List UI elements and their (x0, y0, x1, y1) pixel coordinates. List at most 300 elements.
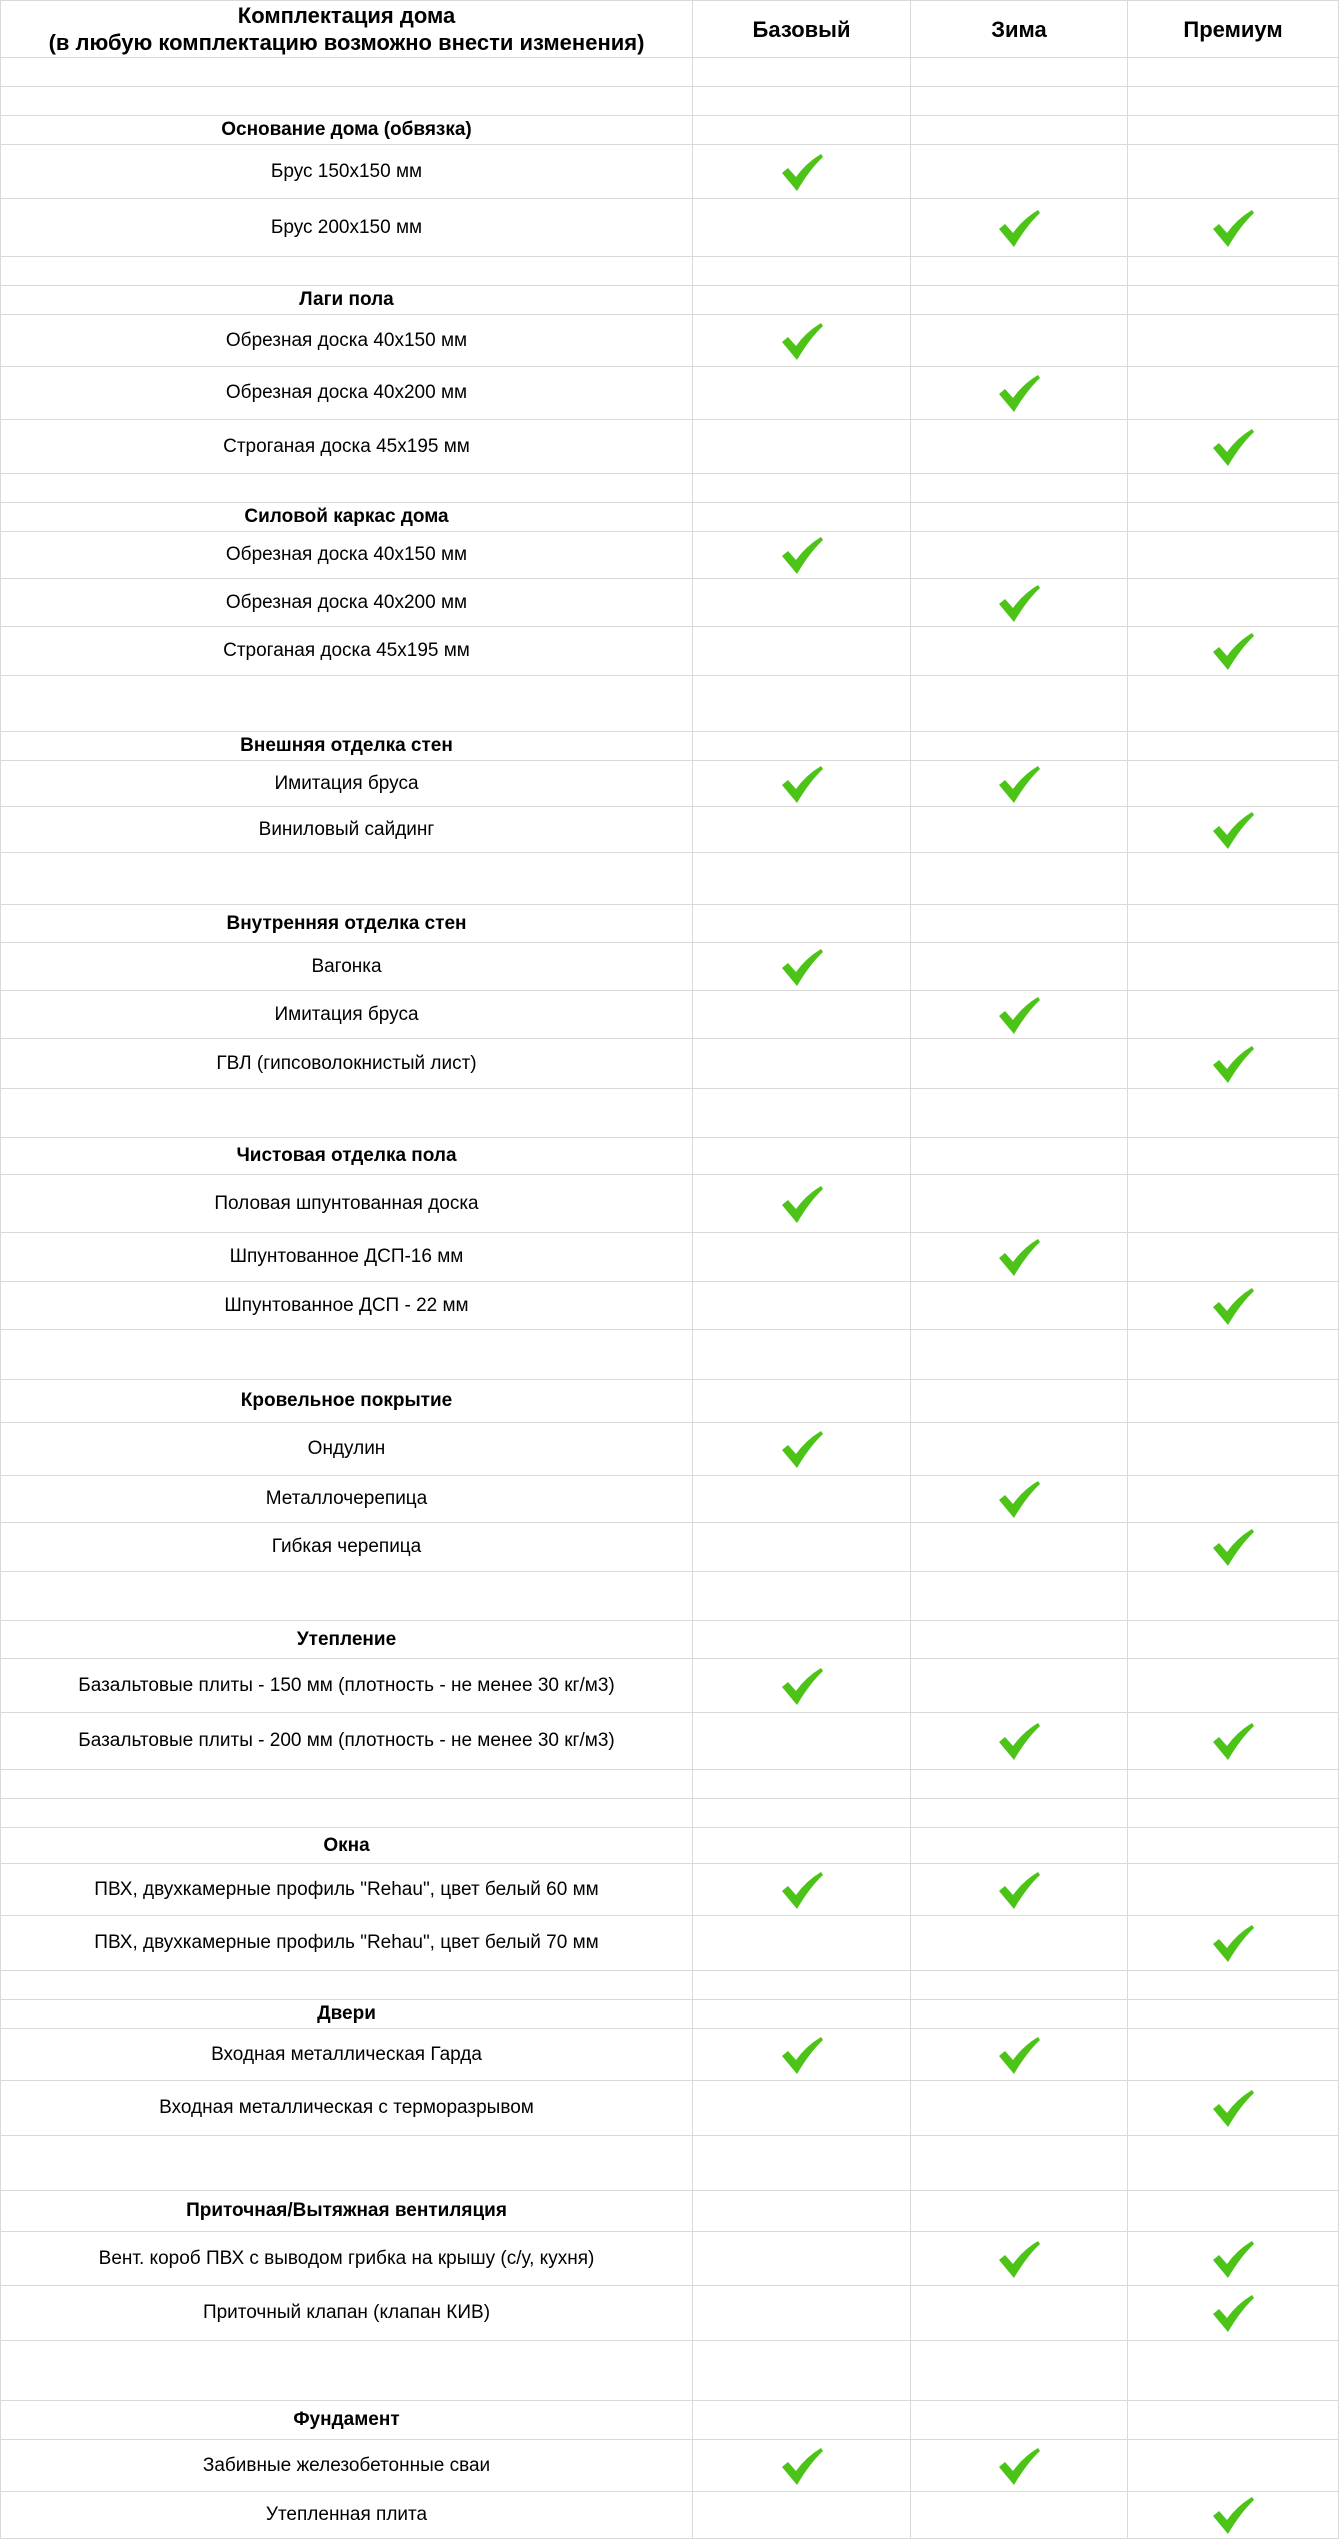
plan-cell-winter (911, 2492, 1128, 2538)
plan-cell-premium (1128, 1380, 1339, 1422)
plan-cell-winter (911, 2401, 1128, 2439)
item-label: ПВХ, двухкамерные профиль "Rehau", цвет белый 60 мм (0, 1864, 693, 1915)
spacer-row (0, 474, 1339, 503)
plan-cell-winter (911, 761, 1128, 806)
plan-cell-basic (693, 1523, 911, 1571)
plan-cell-basic (693, 1330, 911, 1379)
plan-cell-premium (1128, 2232, 1339, 2285)
plan-cell-premium (1128, 853, 1339, 904)
plan-cell-basic (693, 87, 911, 115)
checkmark-icon (1210, 1720, 1256, 1762)
plan-cell-premium (1128, 2000, 1339, 2028)
plan-cell-basic (693, 1713, 911, 1769)
plan-cell-basic (693, 2136, 911, 2190)
plan-cell-premium (1128, 257, 1339, 285)
spacer-row (0, 58, 1339, 87)
plan-cell-basic (693, 58, 911, 86)
checkmark-icon (779, 534, 825, 576)
plan-cell-winter (911, 1713, 1128, 1769)
plan-cell-winter (911, 116, 1128, 144)
plan-cell-basic (693, 943, 911, 990)
table-row (0, 627, 1339, 676)
checkmark-icon (1210, 2087, 1256, 2129)
checkmark-icon (996, 1869, 1042, 1911)
table-row (0, 807, 1339, 853)
plan-cell-winter (911, 853, 1128, 904)
checkmark-icon (996, 1720, 1042, 1762)
plan-cell-basic (693, 116, 911, 144)
plan-cell-winter (911, 199, 1128, 256)
plan-cell-winter (911, 1039, 1128, 1088)
plan-cell-winter (911, 2136, 1128, 2190)
checkmark-icon (996, 2238, 1042, 2280)
plan-cell-premium (1128, 1828, 1339, 1863)
table-row (0, 991, 1339, 1039)
plan-cell-basic (693, 1089, 911, 1137)
plan-cell-premium (1128, 1713, 1339, 1769)
plan-cell-winter (911, 991, 1128, 1038)
plan-cell-winter (911, 1175, 1128, 1232)
table-row (0, 1916, 1339, 1971)
plan-cell-premium (1128, 2136, 1339, 2190)
plan-cell-premium (1128, 532, 1339, 578)
empty-cell (0, 853, 693, 904)
plan-cell-basic (693, 905, 911, 942)
plan-cell-winter (911, 2286, 1128, 2340)
plan-cell-premium (1128, 905, 1339, 942)
plan-cell-premium (1128, 1523, 1339, 1571)
plan-cell-premium (1128, 676, 1339, 731)
plan-cell-winter (911, 1476, 1128, 1522)
item-label: Утепленная плита (0, 2492, 693, 2538)
plan-cell-winter (911, 2232, 1128, 2285)
table-row (0, 2286, 1339, 2341)
plan-cell-premium (1128, 420, 1339, 473)
header-subtitle: (в любую комплектацию возможно внести изменения) (48, 30, 645, 55)
section-row (0, 2000, 1339, 2029)
plan-cell-premium (1128, 1089, 1339, 1137)
table-row (0, 1523, 1339, 1572)
section-row (0, 1621, 1339, 1659)
section-row (0, 116, 1339, 145)
section-title: Основание дома (обвязка) (0, 116, 693, 144)
item-label: Входная металлическая с терморазрывом (0, 2081, 693, 2135)
plan-cell-premium (1128, 58, 1339, 86)
plan-cell-winter (911, 2081, 1128, 2135)
header-title: Комплектация дома (237, 3, 456, 28)
plan-cell-basic (693, 1423, 911, 1475)
section-title: Утепление (0, 1621, 693, 1658)
checkmark-icon (779, 1428, 825, 1470)
plan-cell-basic (693, 2401, 911, 2439)
plan-cell-basic (693, 1971, 911, 1999)
table-row (0, 2081, 1339, 2136)
plan-cell-premium (1128, 2341, 1339, 2400)
plan-cell-winter (911, 2000, 1128, 2028)
empty-cell (0, 1971, 693, 1999)
plan-cell-premium (1128, 2401, 1339, 2439)
plan-cell-winter (911, 1423, 1128, 1475)
plan-cell-premium (1128, 116, 1339, 144)
plan-cell-premium (1128, 1175, 1339, 1232)
plan-cell-winter (911, 1971, 1128, 1999)
plan-cell-premium (1128, 1770, 1339, 1798)
checkmark-icon (996, 2034, 1042, 2076)
table-row (0, 1659, 1339, 1713)
checkmark-icon (1210, 2238, 1256, 2280)
spacer-row (0, 676, 1339, 732)
spacer-row (0, 853, 1339, 905)
table-row (0, 2440, 1339, 2492)
checkmark-icon (1210, 1526, 1256, 1568)
checkmark-icon (996, 2445, 1042, 2487)
spacer-row (0, 2341, 1339, 2401)
item-label: Приточный клапан (клапан КИВ) (0, 2286, 693, 2340)
checkmark-icon (996, 582, 1042, 624)
spacer-row (0, 1799, 1339, 1828)
plan-cell-premium (1128, 2029, 1339, 2080)
empty-cell (0, 1089, 693, 1137)
section-row (0, 905, 1339, 943)
item-label: Обрезная доска 40х200 мм (0, 367, 693, 419)
checkmark-icon (779, 1183, 825, 1225)
item-label: Брус 200х150 мм (0, 199, 693, 256)
plan-cell-winter (911, 943, 1128, 990)
plan-cell-basic (693, 2286, 911, 2340)
item-label: Ондулин (0, 1423, 693, 1475)
plan-cell-winter (911, 315, 1128, 366)
checkmark-icon (779, 151, 825, 193)
table-row (0, 1039, 1339, 1089)
table-row (0, 761, 1339, 807)
plan-cell-basic (693, 1039, 911, 1088)
plan-cell-premium (1128, 991, 1339, 1038)
item-label: ПВХ, двухкамерные профиль "Rehau", цвет белый 70 мм (0, 1916, 693, 1970)
plan-cell-basic (693, 2191, 911, 2231)
plan-cell-basic (693, 1476, 911, 1522)
empty-cell (0, 474, 693, 502)
checkmark-icon (779, 320, 825, 362)
empty-cell (0, 2341, 693, 2400)
table-row (0, 315, 1339, 367)
table-row (0, 1476, 1339, 1523)
checkmark-icon (996, 994, 1042, 1036)
plan-cell-basic (693, 2341, 911, 2400)
item-label: Строганая доска 45х195 мм (0, 420, 693, 473)
plan-cell-basic (693, 1282, 911, 1329)
spacer-row (0, 1572, 1339, 1621)
item-label: Входная металлическая Гарда (0, 2029, 693, 2080)
plan-cell-basic (693, 1572, 911, 1620)
plan-cell-winter (911, 474, 1128, 502)
spacer-row (0, 1971, 1339, 2000)
plan-cell-premium (1128, 1476, 1339, 1522)
checkmark-icon (1210, 207, 1256, 249)
plan-cell-premium (1128, 1971, 1339, 1999)
table-row (0, 367, 1339, 420)
table-row (0, 2492, 1339, 2539)
plan-cell-basic (693, 2000, 911, 2028)
plan-cell-premium (1128, 2440, 1339, 2491)
plan-cell-winter (911, 1864, 1128, 1915)
checkmark-icon (1210, 2494, 1256, 2536)
plan-header-premium: Премиум (1128, 1, 1339, 57)
section-row (0, 1138, 1339, 1175)
plan-header-basic: Базовый (693, 1, 911, 57)
section-title: Приточная/Вытяжная вентиляция (0, 2191, 693, 2231)
plan-cell-premium (1128, 1572, 1339, 1620)
plan-cell-winter (911, 1572, 1128, 1620)
plan-cell-premium (1128, 579, 1339, 626)
spacer-row (0, 1770, 1339, 1799)
plan-cell-winter (911, 503, 1128, 531)
checkmark-icon (1210, 1922, 1256, 1964)
section-title: Двери (0, 2000, 693, 2028)
checkmark-icon (996, 1236, 1042, 1278)
section-title: Окна (0, 1828, 693, 1863)
table-row (0, 1864, 1339, 1916)
plan-cell-basic (693, 286, 911, 314)
plan-cell-winter (911, 1233, 1128, 1281)
plan-cell-basic (693, 1828, 911, 1863)
spacer-row (0, 87, 1339, 116)
plan-cell-basic (693, 420, 911, 473)
plan-cell-basic (693, 503, 911, 531)
plan-cell-premium (1128, 732, 1339, 760)
plan-cell-winter (911, 627, 1128, 675)
item-label: Вент. короб ПВХ с выводом грибка на крышу (с/у, кухня) (0, 2232, 693, 2285)
checkmark-icon (996, 372, 1042, 414)
plan-cell-basic (693, 2232, 911, 2285)
plan-cell-basic (693, 1659, 911, 1712)
item-label: Обрезная доска 40х200 мм (0, 579, 693, 626)
plan-cell-winter (911, 1659, 1128, 1712)
plan-cell-winter (911, 1282, 1128, 1329)
table-row (0, 579, 1339, 627)
plan-cell-winter (911, 807, 1128, 852)
table-row (0, 2232, 1339, 2286)
empty-cell (0, 257, 693, 285)
plan-cell-basic (693, 1175, 911, 1232)
plan-cell-premium (1128, 367, 1339, 419)
section-title: Внешняя отделка стен (0, 732, 693, 760)
plan-cell-winter (911, 732, 1128, 760)
plan-cell-premium (1128, 2081, 1339, 2135)
section-row (0, 732, 1339, 761)
plan-cell-basic (693, 761, 911, 806)
plan-cell-winter (911, 676, 1128, 731)
table-row (0, 199, 1339, 257)
plan-cell-basic (693, 627, 911, 675)
table-row (0, 532, 1339, 579)
plan-cell-basic (693, 474, 911, 502)
plan-cell-premium (1128, 199, 1339, 256)
empty-cell (0, 1770, 693, 1798)
empty-cell (0, 1572, 693, 1620)
plan-cell-basic (693, 2029, 911, 2080)
plan-cell-basic (693, 145, 911, 198)
plan-cell-premium (1128, 1916, 1339, 1970)
plan-cell-premium (1128, 1659, 1339, 1712)
item-label: Базальтовые плиты - 150 мм (плотность - не менее 30 кг/м3) (0, 1659, 693, 1712)
plan-cell-premium (1128, 2286, 1339, 2340)
plan-cell-basic (693, 2081, 911, 2135)
plan-cell-winter (911, 2440, 1128, 2491)
empty-cell (0, 676, 693, 731)
plan-cell-winter (911, 905, 1128, 942)
checkmark-icon (996, 207, 1042, 249)
plan-cell-basic (693, 1621, 911, 1658)
plan-cell-basic (693, 991, 911, 1038)
spacer-row (0, 1330, 1339, 1380)
section-title: Силовой каркас дома (0, 503, 693, 531)
plan-cell-basic (693, 732, 911, 760)
plan-cell-premium (1128, 1282, 1339, 1329)
plan-cell-winter (911, 1621, 1128, 1658)
plan-cell-winter (911, 145, 1128, 198)
plan-cell-basic (693, 257, 911, 285)
table-row (0, 1233, 1339, 1282)
spacer-row (0, 2136, 1339, 2191)
item-label: Обрезная доска 40х150 мм (0, 315, 693, 366)
table-row (0, 420, 1339, 474)
item-label: Половая шпунтованная доска (0, 1175, 693, 1232)
plan-cell-premium (1128, 1330, 1339, 1379)
item-label: Базальтовые плиты - 200 мм (плотность - не менее 30 кг/м3) (0, 1713, 693, 1769)
item-label: Имитация бруса (0, 761, 693, 806)
section-title: Фундамент (0, 2401, 693, 2439)
plan-cell-premium (1128, 1621, 1339, 1658)
section-row (0, 286, 1339, 315)
plan-cell-winter (911, 1828, 1128, 1863)
plan-cell-winter (911, 58, 1128, 86)
section-row (0, 2191, 1339, 2232)
plan-cell-premium (1128, 1233, 1339, 1281)
empty-cell (0, 1799, 693, 1827)
plan-cell-premium (1128, 1138, 1339, 1174)
plan-cell-premium (1128, 474, 1339, 502)
section-title: Кровельное покрытие (0, 1380, 693, 1422)
plan-cell-basic (693, 1380, 911, 1422)
item-label: Забивные железобетонные сваи (0, 2440, 693, 2491)
table-row (0, 1282, 1339, 1330)
table-header (0, 0, 1339, 58)
plan-cell-winter (911, 1916, 1128, 1970)
checkmark-icon (779, 1665, 825, 1707)
plan-cell-basic (693, 1233, 911, 1281)
table-row (0, 943, 1339, 991)
plan-cell-winter (911, 257, 1128, 285)
plan-cell-premium (1128, 315, 1339, 366)
plan-cell-premium (1128, 627, 1339, 675)
empty-cell (0, 1330, 693, 1379)
plan-cell-winter (911, 2029, 1128, 2080)
section-title: Лаги пола (0, 286, 693, 314)
plan-cell-winter (911, 2191, 1128, 2231)
plan-cell-winter (911, 1330, 1128, 1379)
item-label: Брус 150х150 мм (0, 145, 693, 198)
plan-cell-premium (1128, 1039, 1339, 1088)
item-label: Строганая доска 45х195 мм (0, 627, 693, 675)
table-row (0, 2029, 1339, 2081)
checkmark-icon (779, 946, 825, 988)
plan-cell-basic (693, 807, 911, 852)
checkmark-icon (779, 763, 825, 805)
plan-header-winter: Зима (911, 1, 1128, 57)
plan-cell-premium (1128, 2191, 1339, 2231)
section-row (0, 1828, 1339, 1864)
plan-cell-basic (693, 2492, 911, 2538)
plan-cell-winter (911, 367, 1128, 419)
table-row (0, 1713, 1339, 1770)
plan-cell-winter (911, 1770, 1128, 1798)
plan-cell-winter (911, 1380, 1128, 1422)
plan-cell-basic (693, 367, 911, 419)
plan-cell-premium (1128, 286, 1339, 314)
spacer-row (0, 1089, 1339, 1138)
plan-cell-winter (911, 87, 1128, 115)
plan-cell-winter (911, 2341, 1128, 2400)
plan-cell-winter (911, 579, 1128, 626)
plan-cell-winter (911, 1799, 1128, 1827)
section-row (0, 2401, 1339, 2440)
plan-cell-premium (1128, 807, 1339, 852)
section-title: Внутренняя отделка стен (0, 905, 693, 942)
section-title: Чистовая отделка пола (0, 1138, 693, 1174)
plan-cell-basic (693, 532, 911, 578)
empty-cell (0, 58, 693, 86)
item-label: Обрезная доска 40х150 мм (0, 532, 693, 578)
checkmark-icon (1210, 1285, 1256, 1327)
plan-cell-basic (693, 1864, 911, 1915)
plan-cell-basic (693, 1770, 911, 1798)
item-label: Вагонка (0, 943, 693, 990)
checkmark-icon (1210, 630, 1256, 672)
checkmark-icon (996, 763, 1042, 805)
checkmark-icon (1210, 2292, 1256, 2334)
empty-cell (0, 87, 693, 115)
table-row (0, 1175, 1339, 1233)
plan-cell-basic (693, 315, 911, 366)
plan-cell-basic (693, 1916, 911, 1970)
item-label: Имитация бруса (0, 991, 693, 1038)
plan-cell-basic (693, 2440, 911, 2491)
section-row (0, 1380, 1339, 1423)
plan-cell-premium (1128, 87, 1339, 115)
plan-cell-basic (693, 579, 911, 626)
section-row (0, 503, 1339, 532)
plan-cell-basic (693, 676, 911, 731)
plan-cell-premium (1128, 2492, 1339, 2538)
plan-cell-premium (1128, 503, 1339, 531)
plan-cell-premium (1128, 1864, 1339, 1915)
plan-cell-winter (911, 1138, 1128, 1174)
plan-cell-basic (693, 199, 911, 256)
plan-cell-premium (1128, 145, 1339, 198)
item-label: Металлочерепица (0, 1476, 693, 1522)
header-title-cell (0, 1, 693, 57)
item-label: Виниловый сайдинг (0, 807, 693, 852)
plan-cell-premium (1128, 1799, 1339, 1827)
plan-cell-winter (911, 1523, 1128, 1571)
checkmark-icon (1210, 426, 1256, 468)
item-label: Шпунтованное ДСП - 22 мм (0, 1282, 693, 1329)
plan-cell-winter (911, 1089, 1128, 1137)
table-row (0, 145, 1339, 199)
plan-cell-winter (911, 286, 1128, 314)
item-label: ГВЛ (гипсоволокнистый лист) (0, 1039, 693, 1088)
spacer-row (0, 257, 1339, 286)
